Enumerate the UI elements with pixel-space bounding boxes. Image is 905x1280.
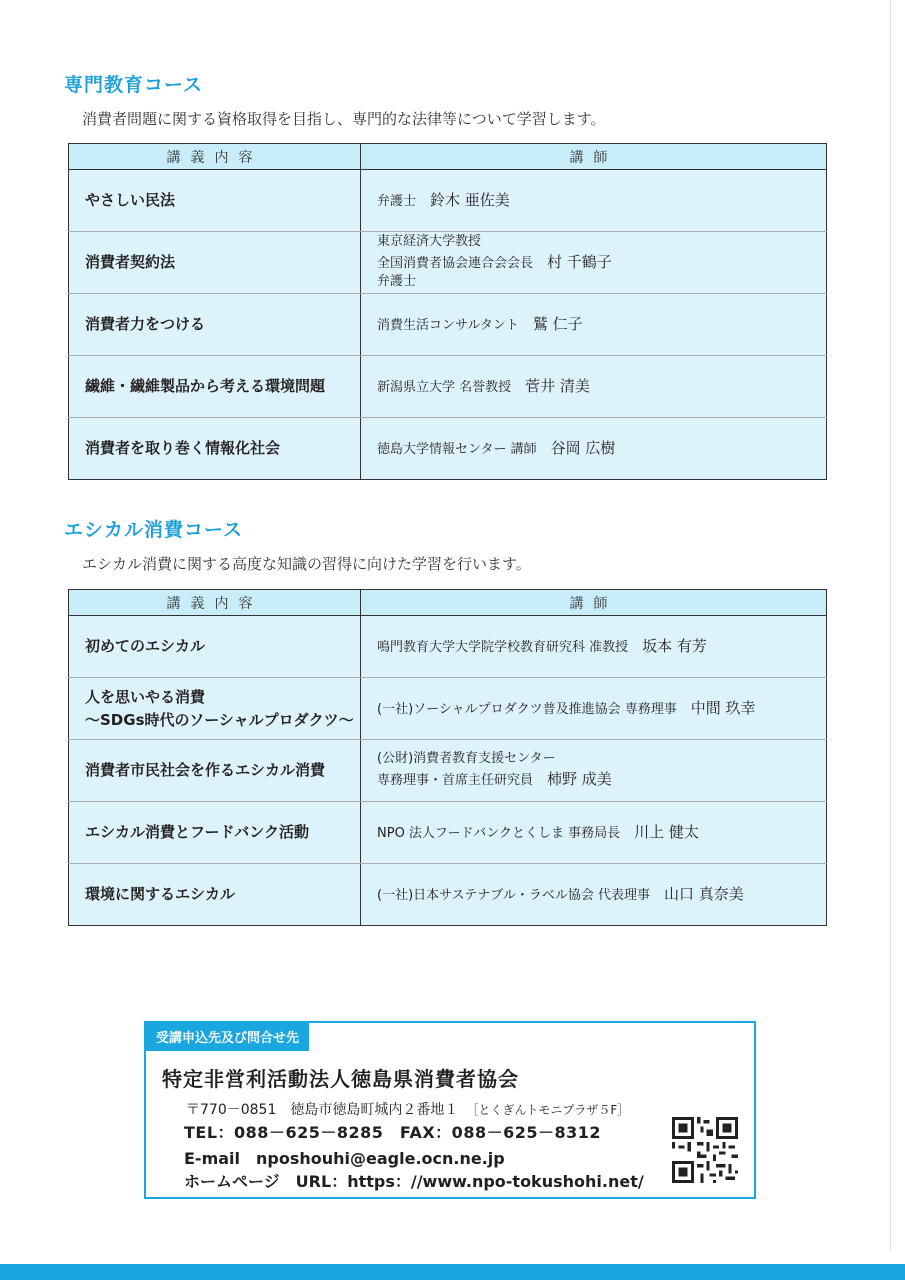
lecture-title-cell [69, 802, 361, 864]
lecturer-name: 鷲 仁子 [532, 314, 583, 333]
address [186, 1099, 629, 1119]
organization-name: 特定非営利活動法人徳島県消費者協会 [162, 1067, 519, 1091]
affiliation-text: (公財)消費者教育支援センター [377, 751, 556, 767]
lecturer-name: 菅井 清美 [525, 376, 590, 395]
lecturer-cell [361, 740, 827, 802]
affiliation-text: 徳島大学情報センター 講師 [377, 441, 537, 457]
lecture-title-cell [69, 294, 361, 356]
table-row [69, 740, 827, 802]
lecturer-cell [361, 170, 827, 232]
lecture-title: エシカル消費とフードバンク活動 [85, 823, 309, 842]
lecturer-affiliation [377, 636, 826, 658]
lecturer-cell [361, 678, 827, 740]
affiliation-text: 東京経済大学教授 [377, 233, 482, 249]
table-row [69, 418, 827, 480]
lecturer-affiliation [377, 252, 826, 274]
lecture-title-cell [69, 678, 361, 740]
lecturer-affiliation [377, 750, 826, 769]
bottom-bar [0, 1264, 905, 1280]
affiliation-text: 弁護士 [377, 193, 417, 209]
affiliation-text: 鳴門教育大学大学院学校教育研究科 准教授 [377, 639, 629, 655]
lecture-title-cell [69, 170, 361, 232]
contact-tag: 受講申込先及び問合せ先 [146, 1023, 309, 1051]
lecture-title-cell [69, 864, 361, 926]
table-header-row [69, 144, 827, 170]
affiliation-text: (一社)ソーシャルプロダクツ普及推進協会 専務理事 [377, 701, 677, 717]
lecture-title: 人を思いやる消費 [85, 688, 206, 706]
lecture-title: 消費者を取り巻く情報化社会 [85, 439, 281, 458]
specialized-course-title: 専門教育コース [64, 74, 204, 96]
lecturer-affiliation [377, 698, 826, 720]
ethical-course-table [68, 589, 827, 926]
lecturer-name: 中間 玖幸 [690, 698, 756, 717]
header-lecture-content: 講義内容 [69, 144, 361, 170]
affiliation-text: (一社)日本サステナブル・ラベル協会 代表理事 [377, 887, 650, 903]
lecturer-affiliation [377, 376, 826, 398]
affiliation-text: 消費生活コンサルタント [377, 317, 519, 333]
lecturer-affiliation [377, 190, 826, 212]
affiliation-text: 新潟県立大学 名誉教授 [377, 379, 512, 395]
lecture-title-cell [69, 740, 361, 802]
lecturer-cell [361, 232, 827, 294]
lecture-title-cell [69, 616, 361, 678]
lecturer-name: 谷岡 広樹 [550, 438, 616, 457]
ethical-course-description: エシカル消費に関する高度な知識の習得に向けた学習を行います。 [82, 555, 531, 573]
lecturer-affiliation [377, 884, 826, 906]
table-row [69, 232, 827, 294]
table-row [69, 802, 827, 864]
lecturer-affiliation [377, 273, 826, 292]
qr-code-icon [672, 1117, 738, 1183]
lecturer-cell [361, 864, 827, 926]
affiliation-text: 専務理事・首席主任研究員 [377, 773, 534, 788]
lecture-title-cell [69, 356, 361, 418]
table-row [69, 864, 827, 926]
lecturer-name: 山口 真奈美 [663, 884, 744, 903]
lecturer-cell [361, 616, 827, 678]
email-link[interactable]: E-mail nposhouhi@eagle.ocn.ne.jp [184, 1149, 505, 1168]
lecturer-affiliation [377, 822, 826, 844]
lecture-title: やさしい民法 [85, 191, 176, 210]
table-row [69, 616, 827, 678]
ethical-course-title: エシカル消費コース [64, 519, 244, 541]
lecturer-name: 鈴木 亜佐美 [430, 190, 510, 209]
table-header-row [69, 590, 827, 616]
specialized-course-table [68, 143, 827, 480]
table-row [69, 170, 827, 232]
address-text: 〒770－0851 徳島市徳島町城内２番地１ [186, 1102, 459, 1118]
lecturer-name: 柿野 成美 [547, 770, 612, 788]
lecturer-name: 村 千鶴子 [547, 252, 612, 271]
lecture-title: 環境に関するエシカル [85, 885, 236, 904]
phone-fax: TEL：088－625－8285 FAX：088－625－8312 [184, 1123, 602, 1142]
affiliation-text: NPO 法人フードバンクとくしま 事務局長 [377, 825, 621, 841]
contact-box [144, 1021, 756, 1199]
table-row [69, 678, 827, 740]
page-edge-line [890, 0, 891, 1250]
lecturer-affiliation [377, 233, 826, 252]
lecturer-name: 坂本 有芳 [642, 636, 707, 655]
homepage-link[interactable]: ホームページ URL：https：//www.npo-tokushohi.net/ [184, 1172, 644, 1191]
lecturer-cell [361, 356, 827, 418]
lecturer-cell [361, 418, 827, 480]
lecture-title-cell [69, 418, 361, 480]
lecture-title: 初めてのエシカル [85, 637, 206, 656]
lecture-subtitle: ～SDGs時代のソーシャルプロダクツ～ [85, 710, 354, 729]
lecturer-cell [361, 294, 827, 356]
affiliation-text: 弁護士 [377, 274, 417, 290]
affiliation-text: 全国消費者協会連合会会長 [377, 255, 534, 271]
lecture-title: 繊維・繊維製品から考える環境問題 [85, 377, 326, 396]
header-lecture-content: 講義内容 [69, 590, 361, 616]
specialized-course-description: 消費者問題に関する資格取得を目指し、専門的な法律等について学習します。 [82, 110, 606, 128]
lecturer-name: 川上 健太 [634, 822, 699, 841]
lecture-title: 消費者力をつける [85, 315, 206, 334]
table-row [69, 294, 827, 356]
lecturer-affiliation [377, 438, 826, 460]
lecture-title-cell [69, 232, 361, 294]
building-name: ［とくぎんトモニプラザ５F］ [466, 1103, 630, 1117]
lecture-title: 消費者市民社会を作るエシカル消費 [85, 761, 326, 780]
header-lecturer: 講師 [361, 590, 827, 616]
lecture-title: 消費者契約法 [85, 253, 176, 272]
header-lecturer: 講師 [361, 144, 827, 170]
lecturer-affiliation [377, 314, 826, 336]
table-row [69, 356, 827, 418]
lecturer-affiliation [377, 769, 826, 791]
lecturer-cell [361, 802, 827, 864]
